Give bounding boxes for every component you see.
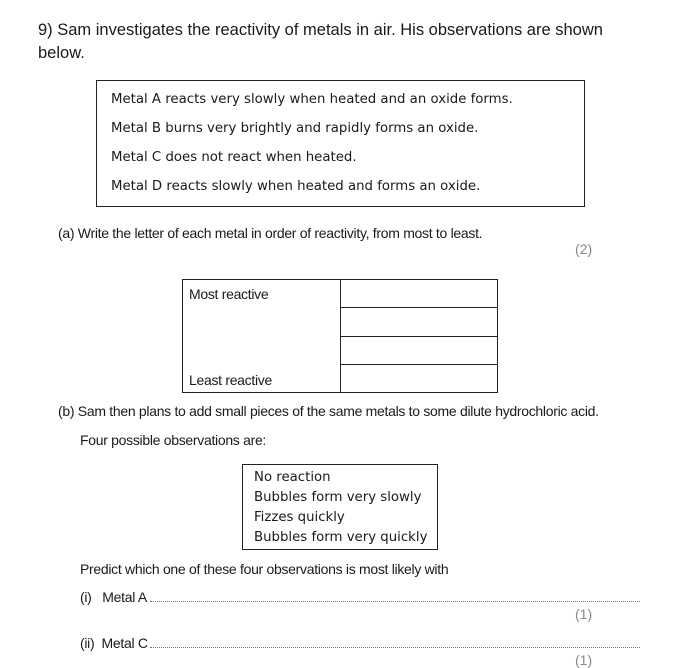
part-b-subtext: Four possible observations are: xyxy=(80,432,267,448)
observations-box xyxy=(96,80,585,207)
item-ii-label: (ii) Metal C xyxy=(80,635,148,651)
part-a-question: (a) Write the letter of each metal in order of reactivity, from most to least. xyxy=(58,225,483,241)
reactivity-labels xyxy=(183,280,341,393)
most-reactive-label: Most reactive xyxy=(189,286,269,302)
item-i-answer-line[interactable] xyxy=(150,601,640,602)
predict-text: Predict which one of these four observations is most likely with xyxy=(80,561,449,577)
item-ii-marks: (1) xyxy=(575,652,593,668)
option-1: No reaction xyxy=(254,470,331,485)
item-i-marks: (1) xyxy=(575,606,593,622)
least-reactive-label: Least reactive xyxy=(189,372,272,388)
answer-cell-4[interactable] xyxy=(341,364,498,392)
options-box xyxy=(242,464,438,550)
part-b-question: (b) Sam then plans to add small pieces of the same metals to some dilute hydrochloric acid. xyxy=(58,403,599,419)
option-4: Bubbles form very quickly xyxy=(254,530,428,545)
question-title: 9) Sam investigates the reactivity of metals in air. His observations are shown below. xyxy=(38,21,603,62)
item-ii-answer-line[interactable] xyxy=(150,647,640,648)
answer-cell-1[interactable] xyxy=(341,280,498,308)
answer-cell-3[interactable] xyxy=(341,336,498,364)
observation-b: Metal B burns very brightly and rapidly forms an oxide. xyxy=(111,121,479,136)
observation-a: Metal A reacts very slowly when heated and an oxide forms. xyxy=(111,92,513,107)
answer-cell-2[interactable] xyxy=(341,308,498,336)
observation-d: Metal D reacts slowly when heated and forms an oxide. xyxy=(111,179,481,194)
reactivity-table xyxy=(182,279,498,393)
item-i-label: (i) Metal A xyxy=(80,589,147,605)
part-a-marks: (2) xyxy=(575,241,593,257)
option-3: Fizzes quickly xyxy=(254,510,345,525)
observation-c: Metal C does not react when heated. xyxy=(111,150,357,165)
option-2: Bubbles form very slowly xyxy=(254,490,422,505)
